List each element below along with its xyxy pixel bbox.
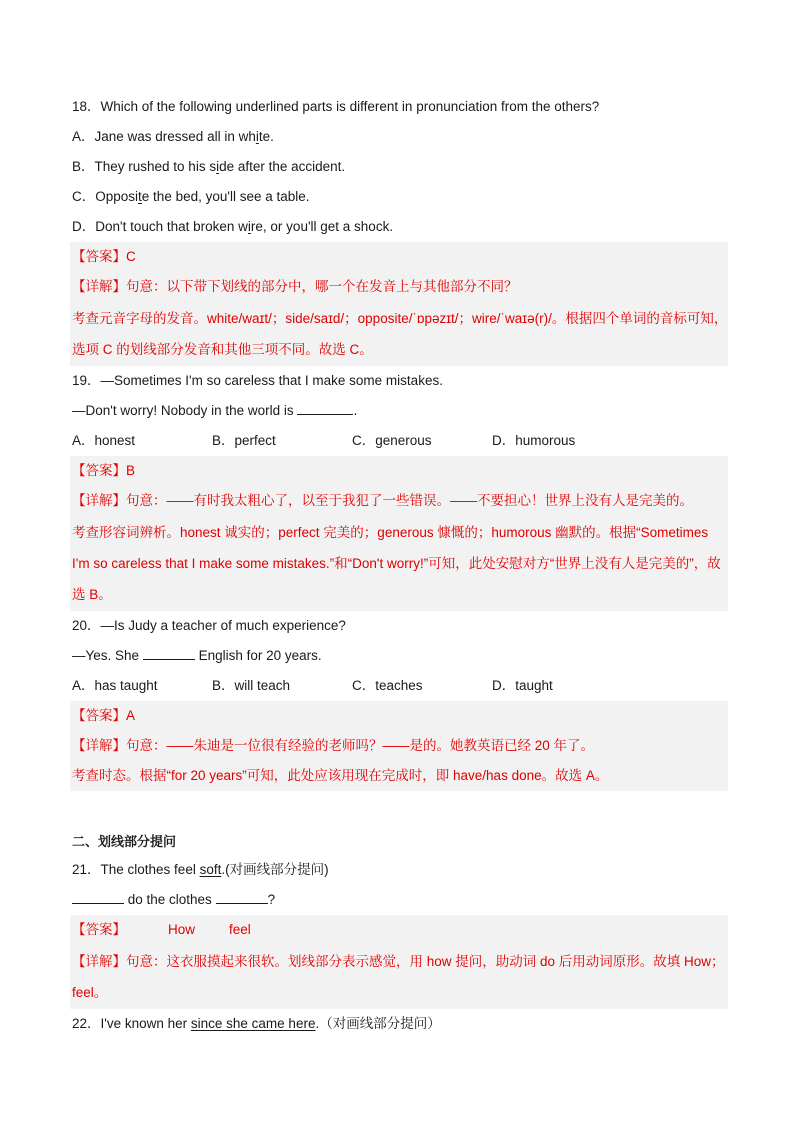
option-d: D．Don't touch that broken wire, or you'll get a shock.	[72, 219, 394, 234]
explanation-20: 考查时态。根据“for 20 years”可知，此处应该用现在完成时，即 have/has done。故选 A。	[70, 761, 728, 791]
question-22: 22．I've known her since she came here.（对画线部分提问）	[72, 1016, 441, 1031]
reply-20: —Yes. She English for 20 years.	[72, 641, 728, 671]
option-c: C．teaches	[352, 678, 423, 693]
options-19	[72, 426, 728, 456]
option-b: B．They rushed to his side after the accident.	[72, 159, 346, 174]
options-20	[72, 671, 728, 701]
question-20: 20．—Is Judy a teacher of much experience?	[72, 618, 346, 633]
answer-20: 【答案】A	[70, 701, 728, 731]
option-a: A．honest	[72, 433, 136, 448]
underlined-part: soft	[199, 862, 222, 877]
answer-blank	[216, 889, 268, 904]
answer-21: 【答案】 How feel	[70, 915, 728, 945]
option-b: B．perfect	[212, 433, 276, 448]
underlined-part: since she came here	[190, 1016, 316, 1031]
detail-18: 【详解】句意：以下带下划线的部分中，哪一个在发音上与其他部分不同？	[70, 272, 728, 302]
option-d: D．humorous	[492, 433, 576, 448]
option-a: A．Jane was dressed all in white.	[72, 129, 274, 144]
underlined-part: i	[247, 219, 251, 234]
document-page	[72, 92, 728, 1039]
blank-line-21: do the clothes ?	[72, 885, 728, 915]
option-c: C．Opposite the bed, you'll see a table.	[72, 189, 310, 204]
underlined-part: i	[255, 129, 259, 144]
question-18: 18．Which of the following underlined parts is different in pronunciation from the others?	[72, 99, 600, 114]
option-d: D．taught	[492, 678, 553, 693]
detail-20: 【详解】句意：——朱迪是一位很有经验的老师吗？——是的。她教英语已经 20 年了。	[70, 731, 728, 761]
explanation-19: 考查形容词辨析。honest 诚实的；perfect 完美的；generous 慷慨的；humorous 幽默的。根据“Sometimes I'm so careless that I make some mistakes.”和“Don't worry!”可知，此处安慰对方“世界上没有人是完美的”，故选 B。	[70, 516, 728, 611]
answer-blank	[143, 645, 195, 660]
detail-21: 【详解】句意：这衣服摸起来很软。划线部分表示感觉，用 how 提问，助动词 do 后用动词原形。故填 How；feel。	[70, 945, 728, 1009]
question-21: 21．The clothes feel soft.(对画线部分提问)	[72, 862, 329, 877]
answer-18: 【答案】C	[70, 242, 728, 272]
detail-19: 【详解】句意：——有时我太粗心了，以至于我犯了一些错误。——不要担心！世界上没有人是完美的。	[70, 486, 728, 516]
option-a: A．has taught	[72, 678, 158, 693]
answer-blank	[297, 400, 353, 415]
section-title: 二、划线部分提问	[72, 835, 177, 850]
question-19: 19．—Sometimes I'm so careless that I make some mistakes.	[72, 373, 443, 388]
explanation-18: 考查元音字母的发音。white/waɪt/；side/saɪd/；opposite/ˈɒpəzɪt/；wire/ˈwaɪə(r)/。根据四个单词的音标可知，选项 C 的划线部分发音和其他三项不同。故选 C。	[70, 302, 728, 366]
option-c: C．generous	[352, 433, 432, 448]
answer-19: 【答案】B	[70, 456, 728, 486]
answer-blank	[72, 889, 124, 904]
underlined-part: t	[138, 189, 142, 204]
underlined-part: i	[216, 159, 220, 174]
option-b: B．will teach	[212, 678, 291, 693]
reply-19: —Don't worry! Nobody in the world is .	[72, 396, 728, 426]
